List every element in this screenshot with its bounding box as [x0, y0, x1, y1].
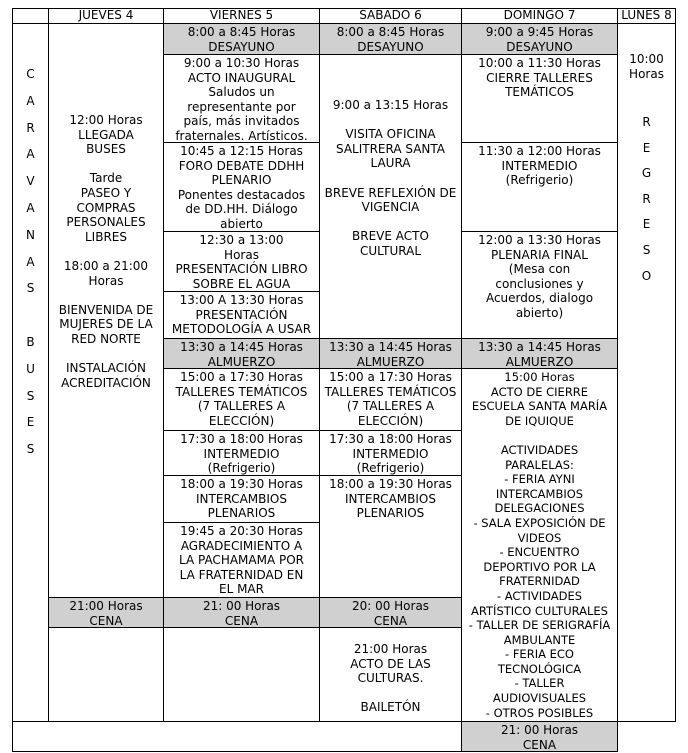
- domingo-cierre-talleres: 10:00 a 11:30 Horas CIERRE TALLERES TEMÁTICOS: [461, 54, 618, 143]
- viernes-desayuno: 8:00 a 8:45 Horas DESAYUNO: [163, 23, 320, 55]
- header-lunes: LUNES 8: [617, 8, 676, 24]
- viernes-acto-inaugural: 9:00 a 10:30 Horas ACTO INAUGURAL Saludos un representante por país, más invitados fraternales. Artísticos.: [163, 54, 320, 143]
- viernes-presentacion-metodologia: 13:00 A 13:30 Horas PRESENTACIÓN METODOLOGÍA A USAR: [163, 291, 320, 339]
- domingo-acto-cierre-actividades: 15:00 Horas ACTO DE CIERRE ESCUELA SANTA MARÍA DE IQUIQUE ACTIVIDADES PARALELAS: - FERIA AYNI INTERCAMBIOS DELEGACIONES - SALA EXPOSICIÓN DE VIDEOS - ENCUENTRO DEPORTIVO POR LA FRATERNIDAD - ACTIVIDADES ARTÍSTICO CULTURALES - TALLER DE SERIGRAFÍA AMBULANTE - FERIA ECO TECNOLÓGICA - TALLER AUDIOVISUALES - OTROS POSIBLES: [461, 368, 618, 722]
- lunes-regreso-vertical: R E G R E S O: [641, 115, 652, 283]
- viernes-presentacion-libro: 12:30 a 13:00 Horas PRESENTACIÓN LIBRO SOBRE EL AGUA: [163, 231, 320, 292]
- sabado-visita-salitrera: 9:00 a 13:15 Horas VISITA OFICINA SALITRERA SANTA LAURA BREVE REFLEXIÓN DE VIGENCIA BREVE ACTO CULTURAL: [319, 54, 462, 339]
- header-jueves: JUEVES 4: [48, 8, 164, 24]
- viernes-intercambios-plenarios: 18:00 a 19:30 Horas INTERCAMBIOS PLENARIOS: [163, 475, 320, 523]
- sabado-intercambios-plenarios: 18:00 a 19:30 Horas INTERCAMBIOS PLENARIOS: [319, 475, 462, 598]
- viernes-cena: 21: 00 Horas CENA: [163, 597, 320, 628]
- domingo-plenaria-final: 12:00 a 13:30 Horas PLENARIA FINAL (Mesa con conclusiones y Acuerdos, dialogo abierto): [461, 231, 618, 339]
- domingo-almuerzo: 13:30 a 14:45 Horas ALMUERZO: [461, 338, 618, 369]
- jueves-cena: 21:00 Horas CENA: [48, 597, 164, 628]
- lunes-column: [617, 23, 676, 722]
- viernes-empty: [163, 627, 320, 722]
- header-sabado: SÁBADO 6: [319, 8, 462, 24]
- sabado-talleres-tematicos: 15:00 a 17:30 Horas TALLERES TEMÁTICOS (7 TALLERES A ELECCIÓN): [319, 368, 462, 431]
- header-corner: [12, 8, 49, 24]
- bottom-empty-left: [12, 721, 462, 752]
- jueves-main-activities: 12:00 Horas LLEGADA BUSES Tarde PASEO Y COMPRAS PERSONALES LIBRES 18:00 a 21:00 Horas BIENVENIDA DE MUJERES DE LA RED NORTE INSTALACIÓN ACREDITACIÓN: [48, 23, 164, 598]
- sabado-desayuno: 8:00 a 8:45 Horas DESAYUNO: [319, 23, 462, 55]
- sabado-cena: 20: 00 Horas CENA: [319, 597, 462, 628]
- viernes-almuerzo: 13:30 a 14:45 Horas ALMUERZO: [163, 338, 320, 369]
- sabado-acto-culturas: 21:00 Horas ACTO DE LAS CULTURAS. BAILETÓN: [319, 627, 462, 722]
- viernes-talleres-tematicos: 15:00 a 17:30 Horas TALLERES TEMÁTICOS (7 TALLERES A ELECCIÓN): [163, 368, 320, 431]
- domingo-intermedio: 11:30 a 12:00 Horas INTERMEDIO (Refrigerio): [461, 142, 618, 232]
- header-domingo: DOMINGO 7: [461, 8, 618, 24]
- viernes-agradecimiento-pachamama: 19:45 a 20:30 Horas AGRADECIMIENTO A LA PACHAMAMA POR LA FRATERNIDAD EN EL MAR: [163, 522, 320, 598]
- sabado-intermedio: 17:30 a 18:00 Horas INTERMEDIO (Refrigerio): [319, 430, 462, 476]
- lunes-hora: 10:00 Horas: [629, 52, 664, 81]
- domingo-desayuno: 9:00 a 9:45 Horas DESAYUNO: [461, 23, 618, 55]
- viernes-foro-debate: 10:45 a 12:15 Horas FORO DEBATE DDHH PLENARIO Ponentes destacados de DD.HH. Diálogo abierto: [163, 142, 320, 232]
- domingo-cena: 21: 00 Horas CENA: [461, 721, 618, 752]
- jueves-empty: [48, 627, 164, 722]
- sabado-almuerzo: 13:30 a 14:45 Horas ALMUERZO: [319, 338, 462, 369]
- header-viernes: VIERNES 5: [163, 8, 320, 24]
- caravanas-buses-vertical: C A R A V A N A S B U S E S: [12, 23, 49, 722]
- viernes-intermedio: 17:30 a 18:00 Horas INTERMEDIO (Refrigerio): [163, 430, 320, 476]
